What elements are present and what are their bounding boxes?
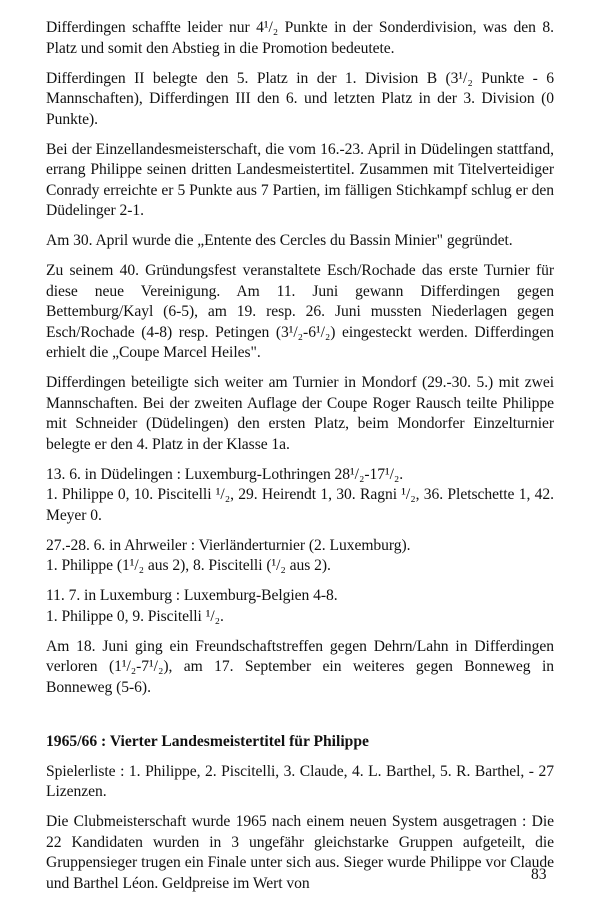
paragraph-text: Spielerliste : 1. Philippe, 2. Piscitelli, 3. Claude, 4. L. Barthel, 5. R. Barthel, - 27 Lizenzen. bbox=[46, 762, 554, 800]
paragraph-text: Am 18. Juni ging ein Freundschaftstreffen gegen Dehrn/Lahn in Differdingen verloren (1¹/₂-7¹/₂), am 17. September ein weiteres gegen Bonneweg in Bonneweg (5-6). bbox=[46, 637, 554, 696]
paragraph-text: Bei der Einzellandesmeisterschaft, die vom 16.-23. April in Düdelingen stattfand, errang Philippe seinen dritten Landesmeistertitel. Zusammen mit Titelverteidiger Conrady erreichte er 5 Punkte aus 7 Partien, im fälligen Stichkampf schlug er den Düdelinger 2-1. bbox=[46, 140, 554, 219]
paragraph-spielerliste bbox=[46, 762, 554, 803]
paragraph-clubmeisterschaft bbox=[46, 812, 554, 894]
document-page bbox=[46, 18, 554, 904]
paragraph-text: Differdingen II belegte den 5. Platz in der 1. Division B (3¹/₂ Punkte - 6 Mannschaften), Differdingen III den 6. und letzten Platz in der 3. Division (0 Punkte). bbox=[46, 69, 554, 128]
match-results: 1. Philippe 0, 9. Piscitelli ¹/₂. bbox=[46, 607, 224, 625]
paragraph-einzellandesmeisterschaft bbox=[46, 140, 554, 222]
match-results: 1. Philippe 0, 10. Piscitelli ¹/₂, 29. Heirendt 1, 30. Ragni ¹/₂, 36. Pletschette 1, 42. Meyer 0. bbox=[46, 486, 554, 524]
match-header: 11. 7. in Luxemburg : Luxemburg-Belgien 4-8. bbox=[46, 587, 338, 604]
paragraph-text: Zu seinem 40. Gründungsfest veranstaltete Esch/Rochade das erste Turnier für diese neue Vereinigung. Am 11. Juni gewann Differdingen gegen Bettemburg/Kayl (6-5), am 19. resp. 26. Juni mussten Niederlagen gegen Esch/Rochade (4-8) resp. Petingen (3¹/₂-6¹/₂) eingesteckt werden. Differdingen erhielt die „Coupe Marcel Heiles". bbox=[46, 262, 554, 361]
paragraph-entente bbox=[46, 231, 554, 252]
paragraph-text: Die Clubmeisterschaft wurde 1965 nach einem neuen System ausgetragen : Die 22 Kandidaten wurden in 3 ungefähr gleichstarke Gruppen aufgeteilt, die Gruppensieger trugen ein Finale unter sich aus. Sieger wurde Philippe vor Claude und Barthel Léon. Geldpreise im Wert von bbox=[46, 813, 554, 892]
match-results: 1. Philippe (1¹/₂ aus 2), 8. Piscitelli (¹/₂ aus 2). bbox=[46, 557, 331, 574]
paragraph-duedelingen-match bbox=[46, 465, 554, 527]
paragraph-mondorf bbox=[46, 373, 554, 455]
match-header: 13. 6. in Düdelingen : Luxemburg-Lothringen 28¹/₂-17¹/₂. bbox=[46, 465, 404, 483]
paragraph-text: Differdingen beteiligte sich weiter am Turnier in Mondorf (29.-30. 5.) mit zwei Mannschaften. Bei der zweiten Auflage der Coupe Roger Rausch teilte Philippe mit Schneider (Düdelingen) den ersten Platz, beim Mondorfer Einzelturnier belegte er den 4. Platz in der Klasse 1a. bbox=[46, 374, 554, 453]
match-header: 27.-28. 6. in Ahrweiler : Vierländerturnier (2. Luxemburg). bbox=[46, 536, 411, 554]
paragraph-text: Differdingen schaffte leider nur 4¹/₂ Punkte in der Sonderdivision, was den 8. Platz und somit den Abstieg in die Promotion bedeutete. bbox=[46, 19, 554, 57]
paragraph-division-b bbox=[46, 69, 554, 131]
paragraph-text: Am 30. April wurde die „Entente des Cercles du Bassin Minier" gegründet. bbox=[46, 232, 513, 249]
paragraph-sonderdivision bbox=[46, 18, 554, 59]
paragraph-luxemburg-match bbox=[46, 586, 554, 627]
paragraph-freundschaftstreffen bbox=[46, 637, 554, 699]
section-heading: 1965/66 : Vierter Landesmeistertitel für Philippe bbox=[46, 733, 369, 750]
paragraph-ahrweiler-match bbox=[46, 536, 554, 577]
page-number: 83 bbox=[531, 866, 547, 883]
paragraph-gruendungsfest bbox=[46, 261, 554, 364]
